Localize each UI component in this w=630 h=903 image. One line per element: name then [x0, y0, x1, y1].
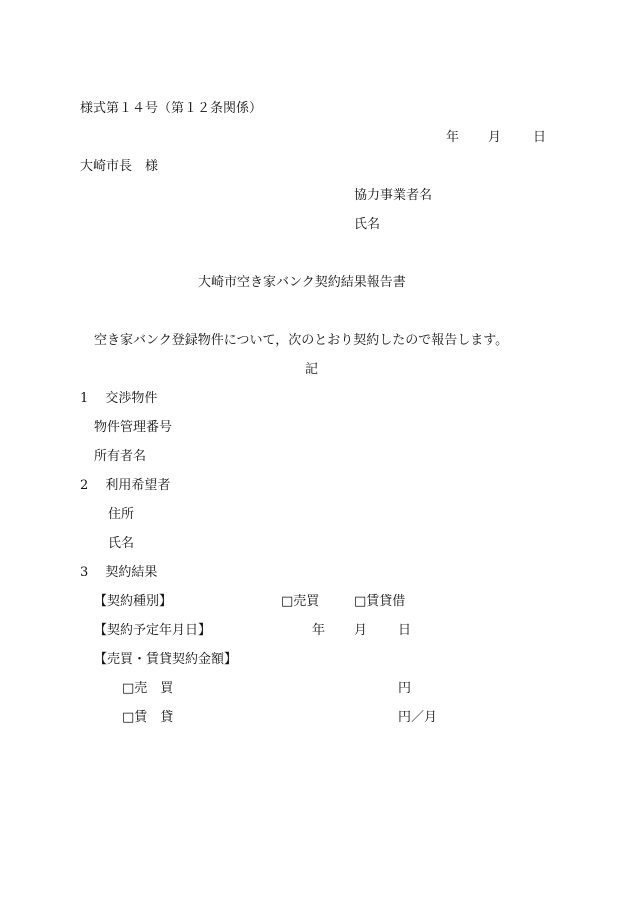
- applicant-address-label: 住所: [108, 507, 135, 522]
- sale-checkbox-option: □売買: [281, 594, 320, 609]
- lease-amount-label: □賃 貸: [122, 710, 174, 725]
- scheduled-year-label: 年: [312, 623, 326, 638]
- addressee: 大崎市長 様: [80, 159, 159, 174]
- scheduled-date-label: 【契約予定年月日】: [94, 623, 212, 638]
- contract-amount-label: 【売買・賃貸契約金額】: [94, 652, 238, 667]
- applicant-name-label: 氏名: [354, 217, 381, 232]
- date-year-label: 年: [446, 130, 460, 145]
- section-2-heading: 2 利用希望者: [80, 478, 171, 493]
- scheduled-month-label: 月: [354, 623, 368, 638]
- applicant-person-name-label: 氏名: [108, 536, 135, 551]
- form-number: 様式第１４号（第１２条関係）: [80, 101, 263, 116]
- owner-name-label: 所有者名: [94, 449, 147, 464]
- section-1-heading: 1 交渉物件: [80, 391, 158, 406]
- section-3-heading: 3 契約結果: [80, 565, 158, 580]
- company-name-label: 協力事業者名: [354, 188, 433, 203]
- contract-type-label: 【契約種別】: [94, 594, 173, 609]
- document-title: 大崎市空き家バンク契約結果報告書: [198, 275, 406, 290]
- lease-checkbox-option: □賃貸借: [354, 594, 406, 609]
- date-day-label: 日: [533, 130, 547, 145]
- scheduled-day-label: 日: [398, 623, 412, 638]
- sale-amount-label: □売 買: [122, 681, 174, 696]
- sale-amount-unit: 円: [398, 681, 412, 696]
- body-text: 空き家バンク登録物件について，次のとおり契約したので報告します。: [94, 333, 509, 348]
- date-month-label: 月: [488, 130, 502, 145]
- lease-amount-unit: 円／月: [398, 710, 438, 725]
- ki-heading: 記: [305, 362, 319, 377]
- property-number-label: 物件管理番号: [94, 420, 173, 435]
